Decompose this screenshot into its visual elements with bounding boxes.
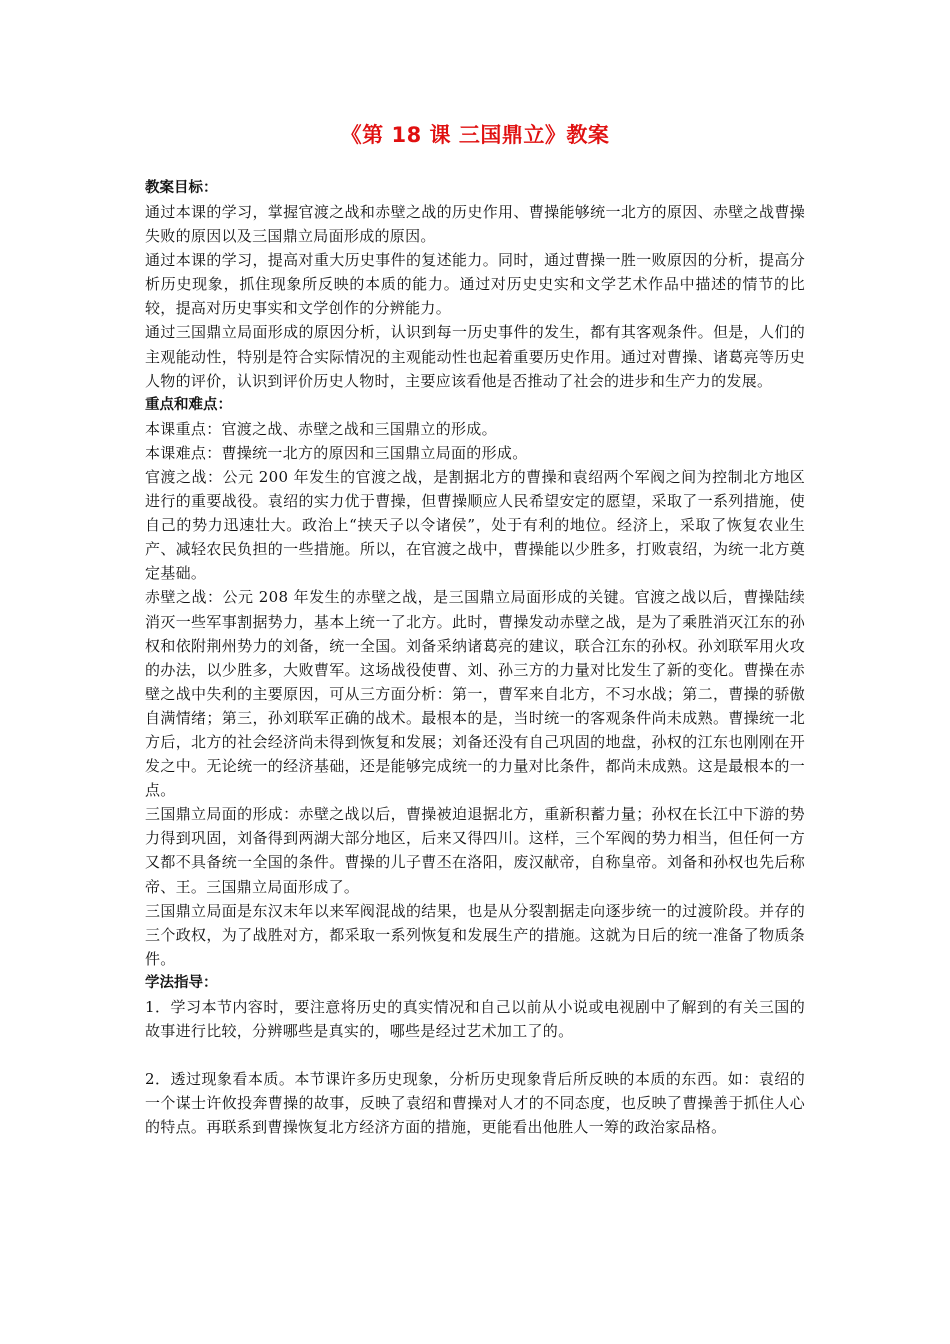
study-guide-item-1: 1．学习本节内容时，要注意将历史的真实情况和自己以前从小说或电视剧中了解到的有关三国的故事进行比较，分辨哪些是真实的，哪些是经过艺术加工了的。	[145, 997, 805, 1040]
key-point-difficulty: 本课难点：曹操统一北方的原因和三国鼎立局面的形成。	[145, 443, 528, 462]
paragraph-spacer	[145, 1043, 805, 1067]
study-guide-section	[145, 971, 805, 1139]
objectives-paragraph-1: 通过本课的学习，掌握官渡之战和赤壁之战的历史作用、曹操能够统一北方的原因、赤壁之战曹操失败的原因以及三国鼎立局面形成的原因。	[145, 203, 805, 246]
chibi-battle-paragraph: 赤壁之战：公元 208 年发生的赤壁之战，是三国鼎立局面形成的关键。官渡之战以后，曹操陆续消灭一些军事割据势力，基本上统一了北方。此时，曹操发动赤壁之战，是为了乘胜消灭江东的孙权和依附荆州势力的刘备，统一全国。刘备采纳诸葛亮的建议，联合江东的孙权。孙刘联军用火攻的办法，以少胜多，大败曹军。这场战役使曹、刘、孙三方的力量对比发生了新的变化。曹操在赤壁之战中失利的主要原因，可从三方面分析：第一，曹军来自北方，不习水战；第二，曹操的骄傲自满情绪；第三，孙刘联军正确的战术。最根本的是，当时统一的客观条件尚未成熟。曹操统一北方后，北方的社会经济尚未得到恢复和发展；刘备还没有自己巩固的地盘，孙权的江东也刚刚在开发之中。无论统一的经济基础，还是能够完成统一的力量对比条件，都尚未成熟。这是最根本的一点。	[145, 588, 805, 800]
three-kingdoms-significance-paragraph: 三国鼎立局面是东汉末年以来军阀混战的结果，也是从分裂割据走向逐步统一的过渡阶段。并存的三个政权，为了战胜对方，都采取一系列恢复和发展生产的措施。这就为日后的统一准备了物质条件。	[145, 901, 805, 968]
objectives-section	[145, 176, 805, 393]
key-points-heading: 重点和难点：	[145, 396, 232, 413]
document-page	[145, 120, 805, 1139]
objectives-paragraph-3: 通过三国鼎立局面形成的原因分析，认识到每一历史事件的发生，都有其客观条件。但是，人们的主观能动性，特别是符合实际情况的主观能动性也起着重要历史作用。通过对曹操、诸葛亮等历史人物的评价，认识到评价历史人物时，主要应该看他是否推动了社会的进步和生产力的发展。	[145, 323, 805, 390]
key-points-section	[145, 393, 805, 971]
objectives-heading: 教案目标：	[145, 180, 218, 196]
study-guide-item-2: 2．透过现象看本质。本节课许多历史现象，分析历史现象背后所反映的本质的东西。如：袁绍的一个谋士许攸投奔曹操的故事，反映了袁绍和曹操对人才的不同态度，也反映了曹操善于抓住人心的特点。再联系到曹操恢复北方经济方面的措施，更能看出他胜人一筹的政治家品格。	[145, 1070, 805, 1137]
guandu-battle-paragraph: 官渡之战：公元 200 年发生的官渡之战，是割据北方的曹操和袁绍两个军阀之间为控制北方地区进行的重要战役。袁绍的实力优于曹操，但曹操顺应人民希望安定的愿望，采取了一系列措施，使自己的势力迅速壮大。政治上“挟天子以令诸侯”，处于有利的地位。经济上，采取了恢复农业生产、减轻农民负担的一些措施。所以，在官渡之战中，曹操能以少胜多，打败袁绍，为统一北方奠定基础。	[145, 467, 805, 583]
three-kingdoms-formation-paragraph: 三国鼎立局面的形成：赤壁之战以后，曹操被迫退据北方，重新积蓄力量；孙权在长江中下游的势力得到巩固，刘备得到两湖大部分地区，后来又得四川。这样，三个军阀的势力相当，但任何一方又都不具备统一全国的条件。曹操的儿子曹丕在洛阳，废汉献帝，自称皇帝。刘备和孙权也先后称帝、王。三国鼎立局面形成了。	[145, 805, 805, 896]
document-title: 《第 18 课 三国鼎立》教案	[340, 123, 610, 147]
study-guide-heading: 学法指导：	[145, 974, 218, 991]
key-point-focus: 本课重点：官渡之战、赤壁之战和三国鼎立的形成。	[145, 419, 497, 438]
objectives-paragraph-2: 通过本课的学习，提高对重大历史事件的复述能力。同时，通过曹操一胜一败原因的分析，提高分析历史现象，抓住现象所反映的本质的能力。通过对历史史实和文学艺术作品中描述的情节的比较，提高对历史事实和文学创作的分辨能力。	[145, 251, 805, 318]
